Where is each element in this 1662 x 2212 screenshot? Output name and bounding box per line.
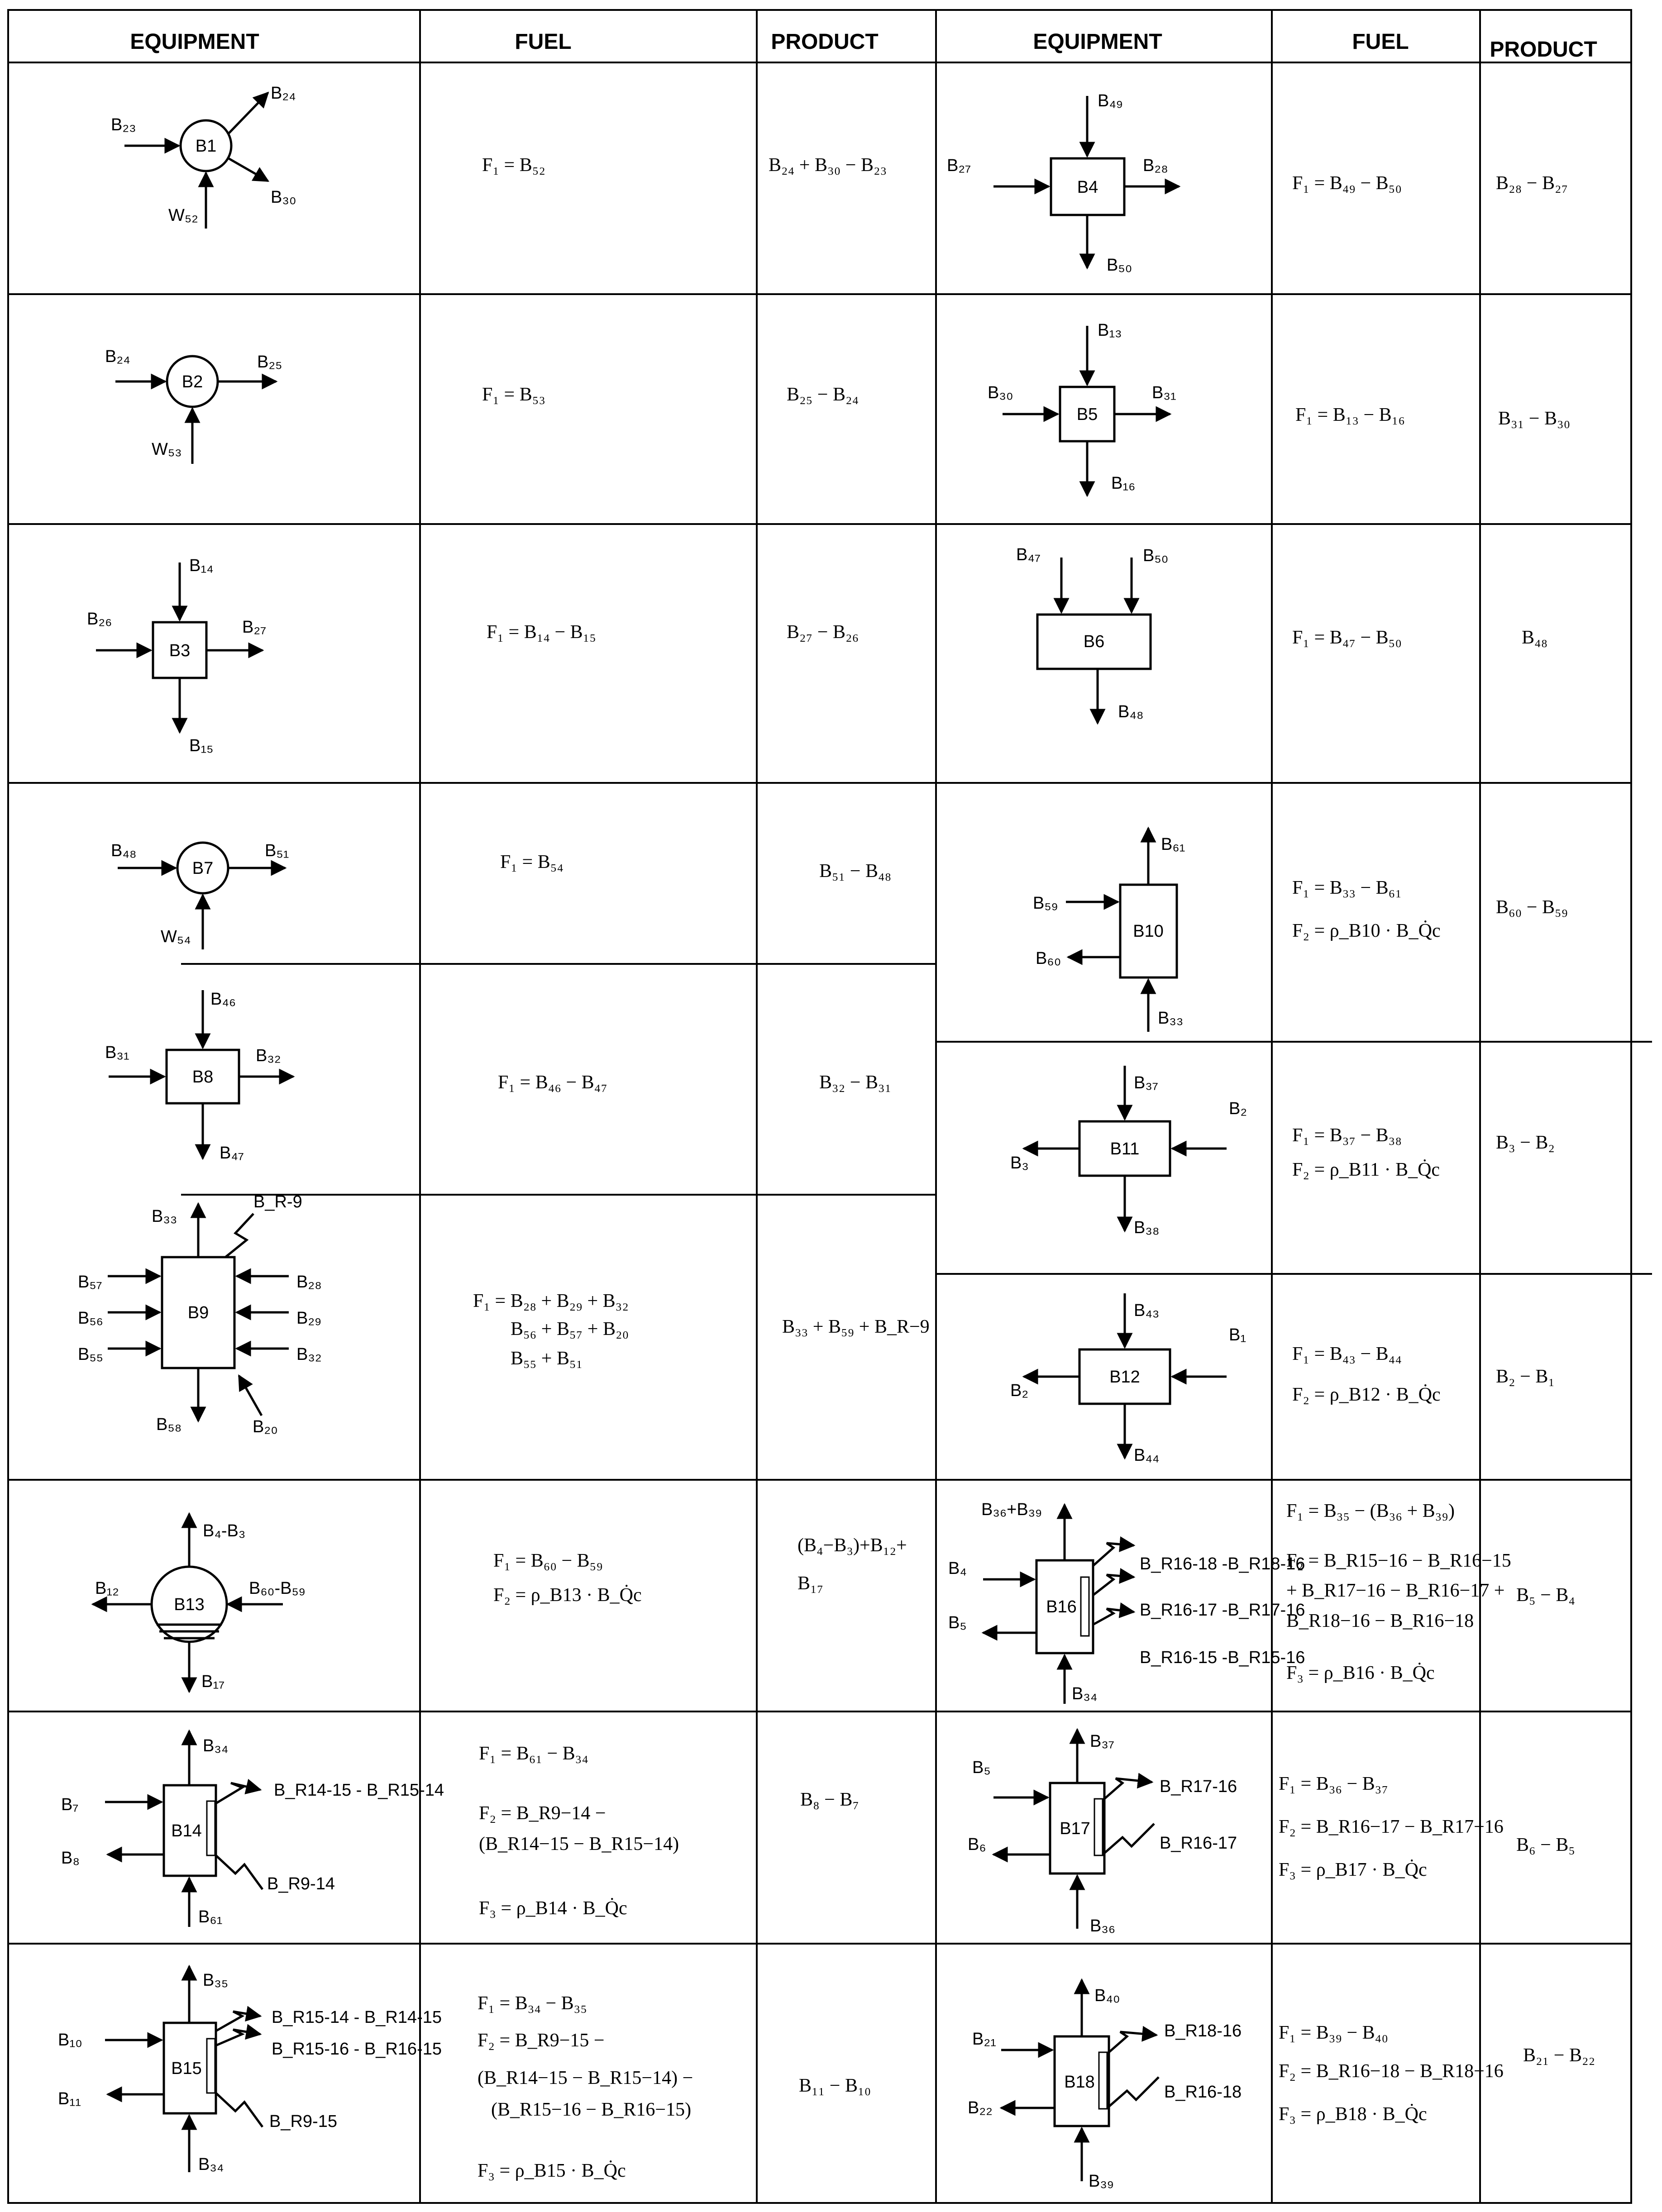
fuel-b9-line2: B₅₆ + B₅₇ + B₂₀ [511,1319,629,1340]
stream-label: W₅₂ [168,206,198,225]
equipment-b11-label: B11 [1110,1139,1140,1158]
equipment-b2-label: B2 [181,372,203,391]
stream-label: B₃₄ [198,2155,224,2174]
stream-label: B₃₂ [296,1345,322,1364]
stream-label: B_R15-14 - B_R14-15 [272,2008,442,2027]
fuel-b16-line1: F₁ = B₃₅ − (B₃₆ + B₃₉) [1286,1501,1455,1521]
stream-label: B₅₆ [78,1309,103,1328]
stream-label: B₆₁ [1161,835,1185,854]
fuel-b4: F₁ = B₄₉ − B₅₀ [1292,173,1402,194]
fuel-b8: F₁ = B₄₆ − B₄₇ [498,1072,607,1093]
product-b11: B₃ − B₂ [1496,1132,1555,1153]
product-b14: B₈ − B₇ [800,1789,859,1810]
equipment-b17-label: B17 [1060,1819,1090,1838]
stream-label: B₄₉ [1098,91,1123,110]
fuel-b16-line3: + B_R17−16 − B_R16−17 + [1286,1580,1505,1601]
product-b18: B₂₁ − B₂₂ [1523,2045,1595,2066]
fuel-b12-line2: F₂ = ρ_B12 · B_Q̇c [1292,1384,1441,1405]
stream-label: B₂₈ [296,1273,322,1292]
fuel-b7: F₁ = B₅₄ [500,852,564,872]
stream-label: B₁ [1229,1325,1246,1344]
stream-label: B₁₂ [95,1579,119,1598]
fuel-b15-line3: (B_R14−15 − B_R15−14) − [478,2068,693,2088]
stream-label: B₃₄ [1072,1684,1098,1703]
stream-label: B₅₈ [156,1415,182,1434]
stream-label: B₅₅ [78,1345,103,1364]
equipment-b13-label: B13 [174,1595,205,1614]
stream-label: B₁₀ [58,2031,82,2050]
product-b15: B₁₁ − B₁₀ [799,2075,871,2096]
equipment-b14-label: B14 [171,1821,202,1840]
product-b3: B₂₇ − B₂₆ [787,622,859,643]
fuel-b10-line2: F₂ = ρ_B10 · B_Q̇c [1292,920,1441,941]
stream-label: B₂₇ [947,156,971,175]
fuel-b14-line1: F₁ = B₆₁ − B₃₄ [479,1743,588,1764]
stream-label: B₅₁ [265,841,289,860]
stream-label: B₅ [948,1613,967,1632]
header-product-left: PRODUCT [771,30,879,54]
stream-label: B_R16-18 -B_R18-16 [1140,1554,1305,1573]
stream-label: B₂ [1229,1099,1247,1118]
stream-label: B₁₅ [189,736,214,755]
equipment-b12-label: B12 [1109,1368,1140,1387]
fuel-b10-line1: F₁ = B₃₃ − B₆₁ [1292,877,1402,898]
stream-label: W₅₃ [152,440,182,459]
stream-label: B₅₀ [1143,546,1169,565]
stream-label: B₃₃ [1158,1009,1184,1028]
product-b12: B₂ − B₁ [1496,1366,1555,1387]
stream-label: B₃₀ [988,383,1013,402]
header-product-right: PRODUCT [1490,38,1597,62]
stream-label: B₅₇ [78,1273,102,1292]
product-b5: B₃₁ − B₃₀ [1498,408,1571,429]
fuel-b9-line1: F₁ = B₂₈ + B₂₉ + B₃₂ [473,1291,629,1311]
stream-label: B₆ [968,1835,986,1854]
stream-label: B₅ [972,1758,991,1777]
stream-label: B₂₂ [968,2098,993,2117]
stream-label: B₃₇ [1134,1073,1158,1092]
fuel-b3: F₁ = B₁₄ − B₁₅ [487,622,596,643]
stream-label: B₂₉ [296,1309,322,1328]
fuel-b5: F₁ = B₁₃ − B₁₆ [1295,405,1405,425]
stream-label: B₃₄ [203,1736,229,1755]
stream-label: B₅₉ [1033,894,1058,913]
stream-label: B₂₁ [972,2030,996,2049]
equipment-b4-label: B4 [1077,178,1098,197]
stream-label: B₇ [61,1795,79,1814]
product-b10: B₆₀ − B₅₉ [1496,897,1568,918]
stream-label: B₂₃ [111,115,136,134]
product-b1: B₂₄ + B₃₀ − B₂₃ [769,155,887,176]
stream-label: B_R9-14 [267,1874,335,1893]
equipment-b18-label: B18 [1064,2073,1095,2092]
fuel-b16-line4: B_R18−16 − B_R16−18 [1286,1611,1474,1631]
equipment-b15-label: B15 [171,2059,202,2078]
product-b9: B₃₃ + B₅₉ + B_R−9 [782,1316,930,1337]
stream-label: B₂₄ [105,347,130,366]
stream-label: B_R18-16 [1164,2021,1242,2040]
stream-label: B₈ [61,1849,80,1868]
fuel-b14-line2: F₂ = B_R9−14 − [479,1803,606,1824]
stream-label: B₂₇ [242,618,267,637]
fuel-b15-line5: F₃ = ρ_B15 · B_Q̇c [478,2160,626,2181]
fuel-b18-line2: F₂ = B_R16−18 − B_R18−16 [1279,2061,1504,2082]
fuel-b11-line2: F₂ = ρ_B11 · B_Q̇c [1292,1159,1440,1180]
stream-label: B₃₁ [105,1043,129,1062]
fuel-b14-line3: (B_R14−15 − B_R15−14) [479,1834,679,1854]
stream-label: B₄₆ [210,990,236,1009]
stream-label: B₄₇ [1016,545,1041,564]
equipment-b9-label: B9 [187,1303,209,1322]
fuel-b2: F₁ = B₅₃ [482,384,545,405]
stream-label: B₂₅ [257,353,282,372]
header-fuel-left: FUEL [515,30,572,54]
equipment-b6-label: B6 [1083,632,1105,651]
fuel-b13-line2: F₂ = ρ_B13 · B_Q̇c [493,1585,642,1606]
stream-label: B₂₄ [271,84,296,103]
stream-label: B₃₈ [1134,1218,1160,1237]
stream-label: B_R17-16 [1160,1777,1237,1796]
equipment-b7-label: B7 [192,859,214,878]
equipment-b1-label: B1 [195,137,217,156]
fuel-b16-line2: F₂ = B_R15−16 − B_R16−15 [1286,1550,1511,1571]
equipment-b5-label: B5 [1076,405,1098,424]
fuel-b12-line1: F₁ = B₄₃ − B₄₄ [1292,1344,1402,1364]
fuel-b9-line3: B₅₅ + B₅₁ [511,1348,583,1369]
stream-label: B₂₀ [253,1417,278,1436]
product-b13-line1: (B₄−B₃)+B₁₂+ [798,1535,907,1556]
stream-label: B_R14-15 - B_R15-14 [274,1781,444,1800]
header-equipment-left: EQUIPMENT [130,30,259,54]
stream-label: B₄ [948,1559,967,1578]
stream-label: B₃₆ [1090,1916,1116,1936]
stream-label: B₁₇ [201,1672,225,1691]
fuel-b15-line4: (B_R15−16 − B_R16−15) [491,2099,692,2120]
equipment-b3-label: B3 [169,641,191,660]
product-b8: B₃₂ − B₃₁ [819,1072,892,1093]
stream-label: B_R16-17 [1160,1834,1237,1853]
stream-label: B₃₃ [152,1207,177,1226]
stream-label: B₁₁ [58,2089,81,2108]
product-b13-line2: B₁₇ [798,1573,824,1594]
fuel-b1: F₁ = B₅₂ [482,155,545,176]
stream-label: B₄₇ [220,1144,244,1163]
stream-label: W₅₄ [161,927,191,946]
stream-label: B₁₆ [1111,474,1136,493]
stream-label: B₂₆ [87,610,112,629]
stream-label: B₁₄ [189,556,214,575]
product-b16: B₅ − B₄ [1516,1585,1575,1606]
fuel-b14-line4: F₃ = ρ_B14 · B_Q̇c [479,1898,627,1919]
fuel-b18-line3: F₃ = ρ_B18 · B_Q̇c [1279,2104,1427,2125]
stream-label: B₃₀ [271,188,296,207]
equipment-b8-label: B8 [192,1068,214,1087]
product-b2: B₂₅ − B₂₄ [787,384,859,405]
stream-label: B_R15-16 - B_R16-15 [272,2040,442,2059]
equipment-b16-label: B16 [1046,1597,1077,1616]
fuel-b15-line1: F₁ = B₃₄ − B₃₅ [478,1993,587,2014]
product-b7: B₅₁ − B₄₈ [819,861,892,882]
stream-label: B₄₀ [1094,1986,1120,2005]
fuel-b17-line2: F₂ = B_R16−17 − B_R17−16 [1279,1816,1504,1837]
stream-label: B₃₁ [1152,383,1176,402]
stream-label: B₂ [1010,1381,1029,1400]
header-equipment-right: EQUIPMENT [1033,30,1162,54]
stream-label: B₃₉ [1089,2172,1114,2191]
product-b17: B₆ − B₅ [1516,1835,1575,1855]
stream-label: B_R9-15 [269,2112,337,2131]
stream-label: B₄₃ [1134,1301,1160,1320]
stream-label: B_R16-15 -B_R15-16 [1140,1648,1305,1667]
stream-label: B₃ [1010,1154,1029,1173]
fuel-b13-line1: F₁ = B₆₀ − B₅₉ [493,1550,603,1571]
stream-label: B₅₀ [1107,256,1132,275]
stream-label: B_R16-17 -B_R17-16 [1140,1601,1305,1620]
stream-label: B₃₆+B₃₉ [981,1500,1042,1519]
fuel-b6: F₁ = B₄₇ − B₅₀ [1292,627,1402,648]
stream-label: B₄₈ [1118,702,1144,721]
product-b6: B₄₈ [1522,627,1548,648]
fuel-b16-line5: F₃ = ρ_B16 · B_Q̇c [1286,1663,1435,1683]
stream-label: B₃₅ [203,1971,229,1990]
fuel-b15-line2: F₂ = B_R9−15 − [478,2030,605,2051]
fuel-b11-line1: F₁ = B₃₇ − B₃₈ [1292,1125,1402,1146]
stream-label: B₂₈ [1143,156,1168,175]
stream-label: B₆₁ [198,1907,223,1926]
stream-label: B₄₄ [1134,1446,1160,1465]
stream-label: B₄-B₃ [203,1521,246,1540]
fuel-b17-line1: F₁ = B₃₆ − B₃₇ [1279,1773,1388,1794]
stream-label: B₁₃ [1098,321,1122,340]
stream-label: B₃₇ [1090,1732,1114,1751]
equipment-b10-label: B10 [1133,922,1164,941]
stream-label: B₄₈ [111,841,137,860]
fuel-b18-line1: F₁ = B₃₉ − B₄₀ [1279,2022,1388,2043]
header-fuel-right: FUEL [1352,30,1409,54]
stream-label: B₃₂ [256,1046,281,1065]
fuel-b17-line3: F₃ = ρ_B17 · B_Q̇c [1279,1859,1427,1880]
stream-label: B₆₀ [1036,949,1061,968]
stream-label: B_R16-18 [1164,2083,1242,2102]
stream-label: B_R-9 [253,1192,302,1211]
stream-label: B₆₀-B₅₉ [249,1579,306,1598]
product-b4: B₂₈ − B₂₇ [1496,173,1568,194]
